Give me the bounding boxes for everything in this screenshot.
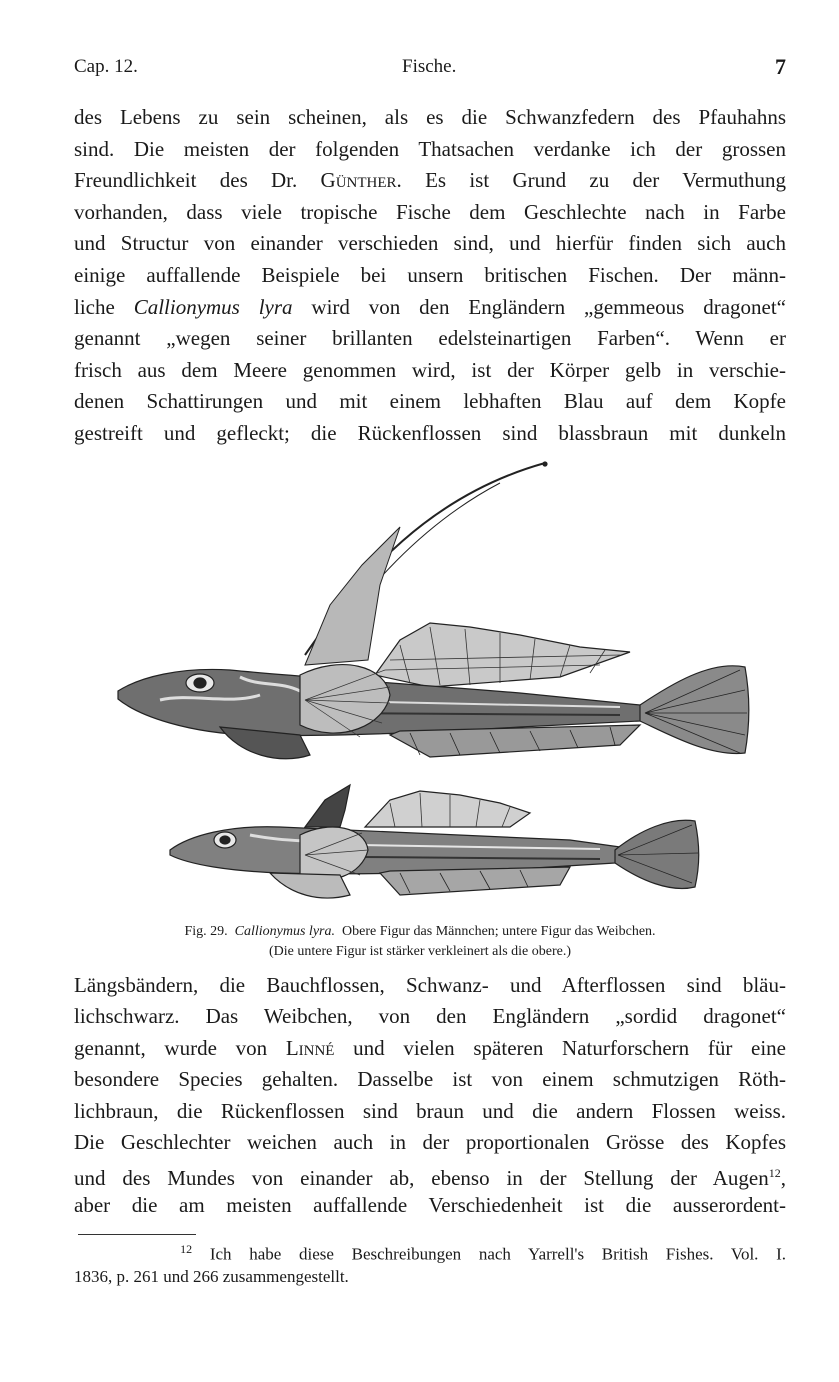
footnote: [74, 1242, 786, 1265]
caption-species: Callionymus lyra.: [234, 924, 335, 939]
text-line: Längsbändern, die Bauchflossen, Schwanz- und Afterflossen sind bläu-: [74, 973, 786, 997]
text-fragment: Freundlichkeit des Dr.: [74, 168, 321, 193]
footnote-text: Ich habe diese Beschreibungen nach Yarrell's British Fishes. Vol. I.: [209, 1244, 787, 1264]
figure-label: Fig. 29.: [184, 924, 228, 939]
male-fish-illustration: [118, 462, 749, 759]
text-line: aber die am meisten auffallende Verschiedenheit ist die ausserordent-: [74, 1192, 786, 1217]
footnote-divider: [78, 1234, 196, 1235]
text-line: und Structur von einander verschieden sind, und hierfür finden sich auch: [74, 231, 786, 256]
text-line: vorhanden, dass viele tropische Fische dem Geschlechte nach in Farbe: [74, 199, 786, 224]
text-line: gestreift und gefleckt; die Rückenflossen sind blassbraun mit dunkeln: [74, 420, 786, 445]
running-header: [74, 56, 786, 82]
text-line: lichschwarz. Das Weibchen, von den Engländern „sordid dragonet“: [74, 1004, 786, 1029]
text-line: sind. Die meisten der folgenden Thatsachen verdanke ich der grossen: [74, 136, 786, 161]
paragraph-top: [74, 102, 786, 450]
text-fragment: und vielen späteren Naturforschern für eine: [334, 1035, 786, 1060]
fish-illustration: [100, 455, 760, 920]
text-line: des Lebens zu sein scheinen, als es die Schwanzfedern des Pfauhahns: [74, 105, 786, 129]
text-fragment: liche: [74, 294, 134, 319]
text-line: [74, 1033, 786, 1064]
text-line: einige auffallende Beispiele bei unsern britischen Fischen. Der männ-: [74, 262, 786, 287]
figure-caption-note: (Die untere Figur ist stärker verkleinert als die obere.): [268, 944, 572, 959]
caption-text: Obere Figur das Männchen; untere Figur das Weibchen.: [342, 924, 656, 939]
section-title: Fische.: [402, 56, 457, 77]
text-line: [74, 292, 786, 324]
author-name: Linné: [285, 1035, 335, 1060]
text-line: frisch aus dem Meere genommen wird, ist der Körper gelb in verschie-: [74, 357, 786, 382]
footnote-reference: 12: [768, 1166, 781, 1181]
text-fragment: . Es ist Grund zu der Vermuthung: [396, 168, 787, 193]
text-line: [74, 1158, 786, 1189]
species-name: Callionymus lyra: [133, 294, 293, 319]
author-name: Günther: [320, 168, 397, 193]
page-number: 7: [775, 54, 786, 79]
text-line: denen Schattirungen und mit einem lebhaften Blau auf dem Kopfe: [74, 389, 786, 414]
text-fragment: und des Mundes von einander ab, ebenso in der Stellung der Augen: [74, 1166, 769, 1191]
text-line: genannt „wegen seiner brillanten edelsteinartigen Farben“. Wenn er: [74, 326, 786, 351]
text-line: besondere Species gehalten. Dasselbe ist von einem schmutzigen Röth-: [74, 1067, 786, 1092]
text-line: Die Geschlechter weichen auch in der proportionalen Grösse des Kopfes: [74, 1129, 786, 1154]
female-fish-illustration: [170, 785, 699, 898]
text-line: [74, 165, 786, 197]
footnote-marker: 12: [180, 1242, 193, 1256]
chapter-label: Cap. 12.: [74, 56, 138, 77]
paragraph-bottom: [74, 970, 786, 1221]
text-fragment: wird von den Engländern „gemmeous dragonet“: [292, 294, 786, 319]
text-line: lichbraun, die Rückenflossen sind braun und die andern Flossen weiss.: [74, 1098, 786, 1123]
text-fragment: genannt, wurde von: [74, 1035, 286, 1060]
footnote-continuation: 1836, p. 261 und 266 zusammengestellt.: [74, 1267, 349, 1286]
figure-caption: [70, 924, 770, 940]
text-fragment: ,: [780, 1166, 786, 1191]
